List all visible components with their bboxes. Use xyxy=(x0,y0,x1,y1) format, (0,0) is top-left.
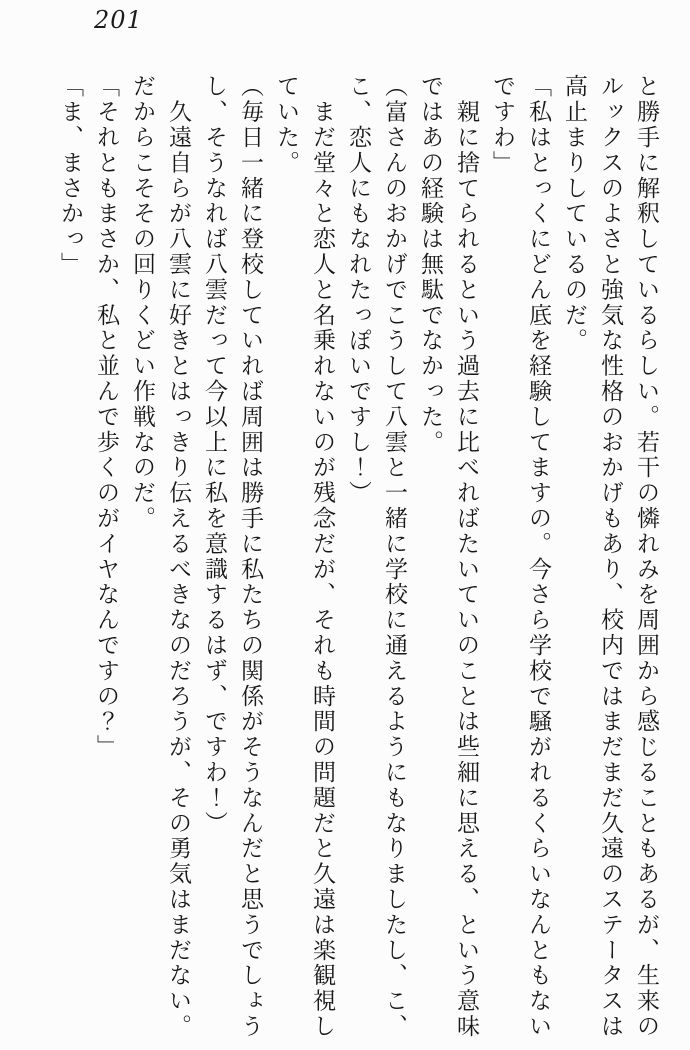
text-column: こ、恋人にもなれたっぽいですし！） xyxy=(345,74,371,506)
text-column: ではあの経験は無駄でなかった。 xyxy=(417,74,443,455)
text-column: 親に捨てられるという過去に比べればたいていのことは些細に思える、という意味 xyxy=(453,74,479,1040)
text-column: 「それともまさか、私と並んで歩くのがイヤなんですの？」 xyxy=(93,74,119,760)
text-column: ルックスのよさと強気な性格のおかげもあり、校内ではまだまだ久遠のステータスは xyxy=(597,74,623,1040)
text-column: し、そうなれば八雲だって今以上に私を意識するはず、ですわ！） xyxy=(201,74,227,836)
text-column: まだ堂々と恋人と名乗れないのが残念だが、それも時間の問題だと久遠は楽観視し xyxy=(309,74,335,1040)
text-column: だからこそその回りくどい作戦なのだ。 xyxy=(129,74,155,532)
text-column: （毎日一緒に登校していれば周囲は勝手に私たちの関係がそうなんだと思うでしょう xyxy=(237,74,263,1040)
text-column: 「私はとっくにどん底を経験してますの。今さら学校で騒がれるくらいなんともない xyxy=(525,74,551,1040)
text-column: と勝手に解釈しているらしい。若干の憐れみを周囲から感じることもあるが、生来の xyxy=(633,74,659,1040)
text-block xyxy=(52,74,664,1044)
text-column: 「ま、まさかっ」 xyxy=(57,74,83,278)
text-column: ですわ」 xyxy=(489,74,515,176)
text-column: 高止まりしているのだ。 xyxy=(561,74,587,354)
text-column: （富さんのおかげでこうして八雲と一緒に学校に通えるようにもなりましたし、こ、 xyxy=(381,74,407,1040)
text-column: ていた。 xyxy=(273,74,299,176)
page-number: 201 xyxy=(94,6,143,34)
text-column: 久遠自らが八雲に好きとはっきり伝えるべきなのだろうが、その勇気はまだない。 xyxy=(165,74,191,1040)
